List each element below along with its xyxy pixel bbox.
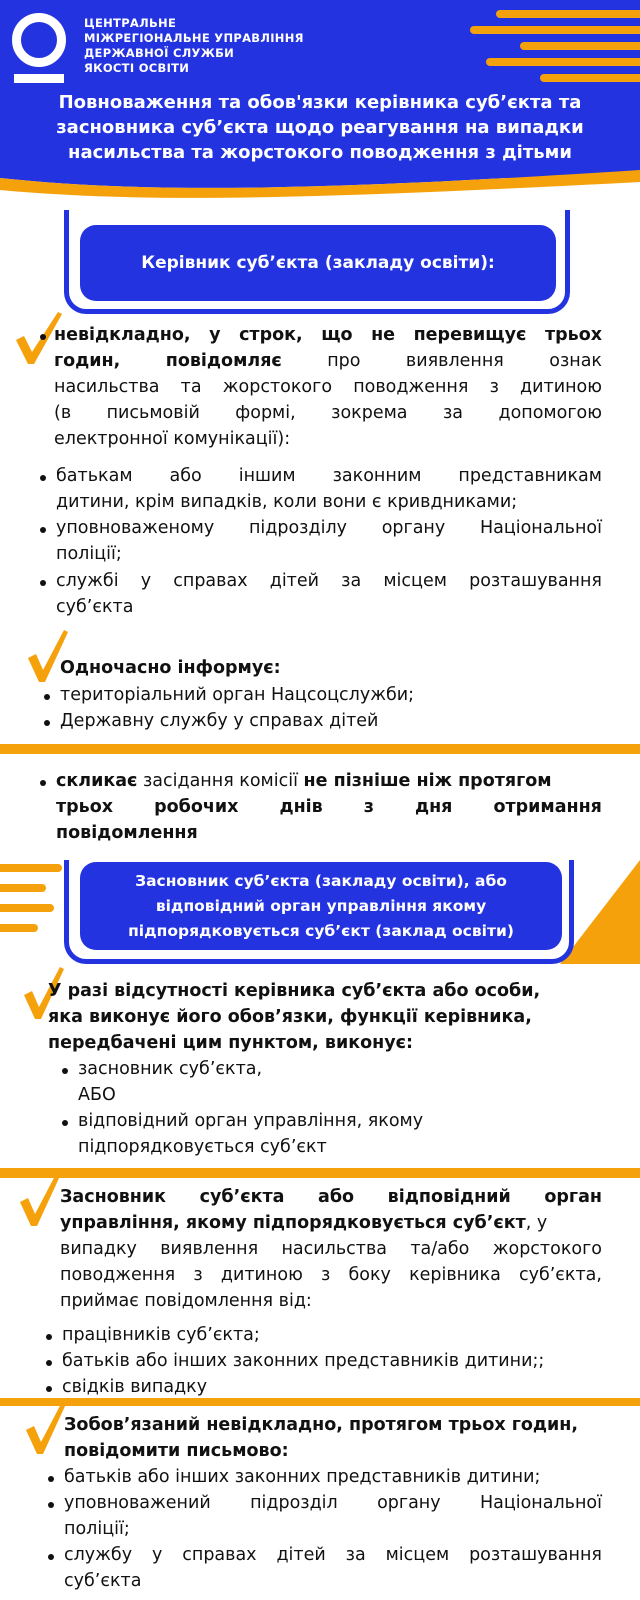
page-title (30, 90, 610, 165)
decor-stripe (0, 884, 46, 892)
bullet (44, 694, 50, 700)
bullet (48, 1554, 54, 1560)
convene-line: трьох робочих днів з дня отримання (56, 797, 602, 817)
notify-line: повідомити письмово: (64, 1441, 289, 1461)
org-line: ЯКОСТІ ОСВІТИ (84, 61, 190, 75)
recipient-item: батькам або іншим законним представникам (56, 466, 602, 486)
decor-stripe (0, 924, 38, 932)
recipient-item: службі у справах дітей за місцем розташування (56, 571, 602, 591)
founder-item: працівників суб’єкта; (62, 1325, 260, 1345)
notify-item: уповноважений підрозділ органу Національної (64, 1493, 602, 1513)
recipient-item: уповноваженому підрозділу органу Національної (56, 518, 602, 538)
absence-item: АБО (78, 1085, 116, 1105)
intro-line: насильства та жорстокого поводження з дитиною (54, 377, 602, 397)
notify-item: суб’єкта (64, 1571, 142, 1591)
bullet (44, 720, 50, 726)
bullet (62, 1068, 68, 1074)
section-heading-line: підпорядковується суб’єкт (заклад освіти) (128, 922, 514, 940)
notify-line: Зобов’язаний невідкладно, протягом трьох годин, (64, 1415, 579, 1435)
notify-item: поліції; (64, 1519, 130, 1539)
notify-item: службу у справах дітей за місцем розташування (64, 1545, 602, 1565)
logo-icon (12, 13, 66, 67)
convene-line: скликає засідання комісії не пізніше ніж протягом (56, 771, 552, 791)
section-heading-line: відповідний орган управління якому (155, 897, 487, 915)
bullet (40, 780, 46, 786)
org-line: МІЖРЕГІОНАЛЬНЕ УПРАВЛІННЯ (84, 31, 304, 45)
absence-line: передбачені цим пунктом, виконує: (48, 1033, 413, 1053)
bullet (40, 475, 46, 481)
convene-line: повідомлення (56, 823, 198, 843)
bullet (48, 1476, 54, 1482)
decor-stripe (0, 904, 54, 912)
also-item: територіальний орган Нацсоцслужби; (60, 685, 415, 705)
title-line: засновника суб’єкта щодо реагування на випадки (56, 117, 584, 138)
founder-item: свідків випадку (62, 1377, 208, 1397)
divider-band (0, 1168, 640, 1178)
decor-stripe (540, 74, 640, 82)
bullet (40, 527, 46, 533)
intro-line: електронної комунікації): (54, 429, 291, 449)
checkmark-icon (18, 1172, 62, 1228)
decor-stripe (486, 58, 640, 66)
bullet (46, 1386, 52, 1392)
founder-line: управління, якому підпорядковується суб’єкт, у (60, 1213, 548, 1233)
decor-stripe (496, 10, 640, 18)
decor-stripe (520, 42, 640, 50)
absence-line: У разі відсутності керівника суб’єкта або особи, (48, 981, 541, 1001)
intro-line: (в письмовій формі, зокрема за допомогою (54, 403, 602, 423)
recipient-item: суб’єкта (56, 597, 134, 617)
founder-line: випадку виявлення насильства та/або жорстокого (60, 1239, 602, 1259)
org-line: ЦЕНТРАЛЬНЕ (84, 16, 177, 30)
recipient-item: поліції; (56, 544, 122, 564)
section-heading-box (80, 225, 556, 301)
bullet (46, 1360, 52, 1366)
founder-item: батьків або інших законних представників дитини;; (62, 1351, 545, 1371)
intro-line: невідкладно, у строк, що не перевищує трьох (54, 325, 602, 345)
absence-line: яка виконує його обов’язки, функції керівника, (48, 1007, 532, 1027)
also-item: Державну службу у справах дітей (60, 711, 379, 731)
logo-bar (14, 74, 64, 83)
bullet (62, 1120, 68, 1126)
intro-line: годин, повідомляє про виявлення ознак (54, 351, 602, 371)
absence-item: підпорядковується суб’єкт (78, 1137, 327, 1157)
divider-band (0, 1398, 640, 1406)
decor-stripe (0, 864, 62, 872)
founder-line: приймає повідомлення від: (60, 1291, 312, 1311)
notify-item: батьків або інших законних представників дитини; (64, 1467, 541, 1487)
absence-item: засновник суб’єкта, (78, 1059, 263, 1079)
title-line: Повноваження та обов'язки керівника суб’єкта та (58, 92, 582, 113)
bullet (40, 334, 46, 340)
founder-line: поводження з дитиною з боку керівника суб’єкта, (60, 1265, 602, 1285)
header-banner (0, 0, 640, 178)
section-heading-box (80, 862, 562, 950)
also-heading: Одночасно інформує: (60, 658, 281, 678)
recipient-item: дитини, крім випадків, коли вони є кривдниками; (56, 492, 518, 512)
founder-line: Засновник суб’єкта або відповідний орган (60, 1187, 602, 1207)
title-line: насильства та жорстокого поводження з дітьми (68, 142, 572, 163)
bullet (46, 1334, 52, 1340)
organization-name (84, 16, 344, 76)
section-heading: Керівник суб’єкта (закладу освіти): (141, 253, 495, 273)
divider-band (0, 744, 640, 754)
decor-stripe (470, 26, 640, 34)
bullet (48, 1502, 54, 1508)
checkmark-icon (24, 1400, 68, 1456)
section-heading-line: Засновник суб’єкта (закладу освіти), або (135, 872, 507, 890)
absence-item: відповідний орган управління, якому (78, 1111, 424, 1131)
org-line: ДЕРЖАВНОЇ СЛУЖБИ (84, 46, 235, 60)
bullet (40, 580, 46, 586)
